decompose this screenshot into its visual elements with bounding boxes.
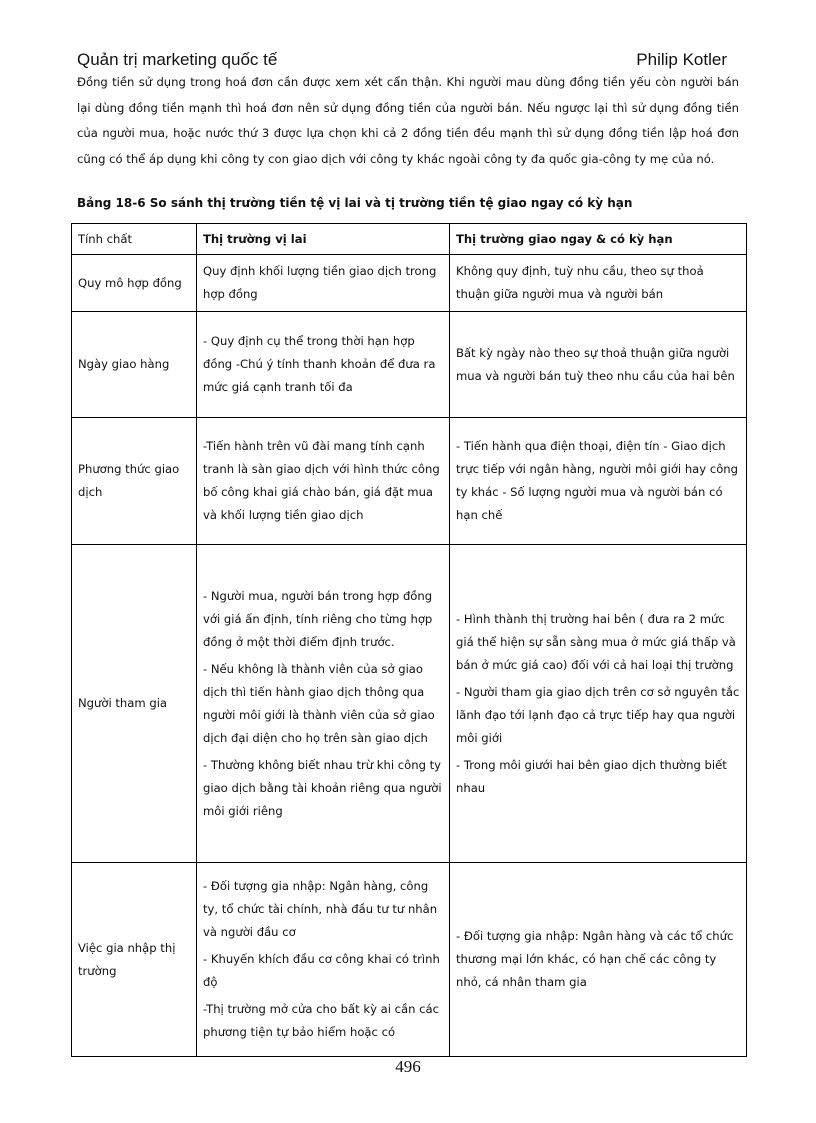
cell-text: Quy định khối lượng tiền giao dịch trong hợp đồng <box>203 264 437 301</box>
book-title: Quản trị marketing quốc tế <box>77 50 278 69</box>
comparison-table <box>71 223 747 1057</box>
row-label: Ngày giao hàng <box>72 312 197 418</box>
cell-text: - Hình thành thị trường hai bên ( đưa ra 2 mức giá thể hiện sự sẵn sàng mua ở mức giá thấp và bán ở mức giá cao) đối với cả hai loại thị trường <box>456 611 736 672</box>
futures-cell <box>197 863 450 1057</box>
row-label: Việc gia nhập thị trường <box>72 863 197 1057</box>
cell-text: - Người tham gia giao dịch trên cơ sở nguyên tắc lãnh đạo tới lạnh đạo cả trực tiếp hay qua người môi giới <box>456 684 740 745</box>
table-row <box>72 545 747 863</box>
cell-text: - Thường không biết nhau trừ khi công ty giao dịch bằng tài khoản riêng qua người môi giới riêng <box>203 757 442 818</box>
header-cell-futures: Thị trường vị lai <box>197 224 450 255</box>
table-header-row <box>72 224 747 255</box>
cell-text: Không quy định, tuỳ nhu cầu, theo sự thoả thuận giữa người mua và người bán <box>456 264 704 301</box>
page-number: 496 <box>395 1057 421 1076</box>
header-cell-spot-forward: Thị trường giao ngay & có kỳ hạn <box>450 224 747 255</box>
cell-text: - Nếu không là thành viên của sở giao dịch thì tiến hành giao dịch thông qua người môi giới là thành viên của sở giao dịch đại diện cho họ trên sàn giao dịch <box>203 661 435 745</box>
cell-text: -Thị trường mở cửa cho bất kỳ ai cần các phương tiện tự bảo hiểm hoặc có <box>203 1002 440 1039</box>
header-cell-property: Tính chất <box>72 224 197 255</box>
cell-text: - Người mua, người bán trong hợp đồng với giá ấn định, tính riêng cho từng hợp đồng ở một thời điểm định trước. <box>203 588 433 649</box>
cell-text: Bất kỳ ngày nào theo sự thoả thuận giữa người mua và người bán tuỳ theo nhu cầu của hai bên <box>456 345 735 383</box>
cell-text: - Khuyến khích đầu cơ công khai có trình độ <box>203 952 440 989</box>
cell-text: - Quy định cụ thể trong thời hạn hợp đồng -Chú ý tính thanh khoản để đưa ra mức giá cạnh tranh tối đa <box>203 334 436 394</box>
table-row <box>72 312 747 418</box>
cell-text: - Đối tượng gia nhập: Ngân hàng, công ty, tổ chức tài chính, nhà đầu tư tư nhân và người đầu cơ <box>203 879 438 939</box>
futures-cell <box>197 545 450 863</box>
cell-text: - Tiến hành qua điện thoại, điện tín - Giao dịch trực tiếp với ngân hàng, người môi giới hay công ty khác - Số lượng người mua và người bán có hạn chế <box>456 439 739 522</box>
table-row <box>72 418 747 545</box>
spot-forward-cell <box>450 255 747 312</box>
table-row <box>72 255 747 312</box>
table-caption: Bảng 18-6 So sánh thị trường tiền tệ vị lai và tị trường tiền tệ giao ngay có kỳ hạn <box>77 196 633 210</box>
cell-text: - Đối tượng gia nhập: Ngân hàng và các tổ chức thương mại lớn khác, có hạn chế các công ty nhỏ, cá nhân tham gia <box>456 929 734 989</box>
row-label: Người tham gia <box>72 545 197 863</box>
table-row <box>72 863 747 1057</box>
spot-forward-cell <box>450 418 747 545</box>
futures-cell <box>197 418 450 545</box>
book-author: Philip Kotler <box>636 50 727 69</box>
spot-forward-cell <box>450 545 747 863</box>
futures-cell <box>197 312 450 418</box>
futures-cell <box>197 255 450 312</box>
spot-forward-cell <box>450 863 747 1057</box>
intro-paragraph: Đồng tiền sử dụng trong hoá đơn cần được xem xét cẩn thận. Khi người mau dùng đồng tiền yếu còn người bán lại dùng đồng tiền mạnh thì hoá đơn nên sử dụng đồng tiền của người bán. Nếu ngược lại thì sử dụng đồng tiền của người mua, hoặc nước thứ 3 được lựa chọn khi cả 2 đồng tiền đều mạnh thì sử dụng đồng tiền lập hoá đơn cũng có thể áp dụng khi công ty con giao dịch với công ty khác ngoài công ty đa quốc gia-công ty mẹ của nó. <box>77 75 739 166</box>
row-label: Phương thức giao dịch <box>72 418 197 545</box>
spot-forward-cell <box>450 312 747 418</box>
row-label: Quy mô hợp đồng <box>72 255 197 312</box>
cell-text: - Trong môi giưới hai bên giao dịch thường biết nhau <box>456 757 727 795</box>
cell-text: -Tiến hành trên vũ đài mang tính cạnh tranh là sàn giao dịch với hình thức công bố công khai giá chào bán, giá đặt mua và khối lượng tiền giao dịch <box>203 439 440 522</box>
